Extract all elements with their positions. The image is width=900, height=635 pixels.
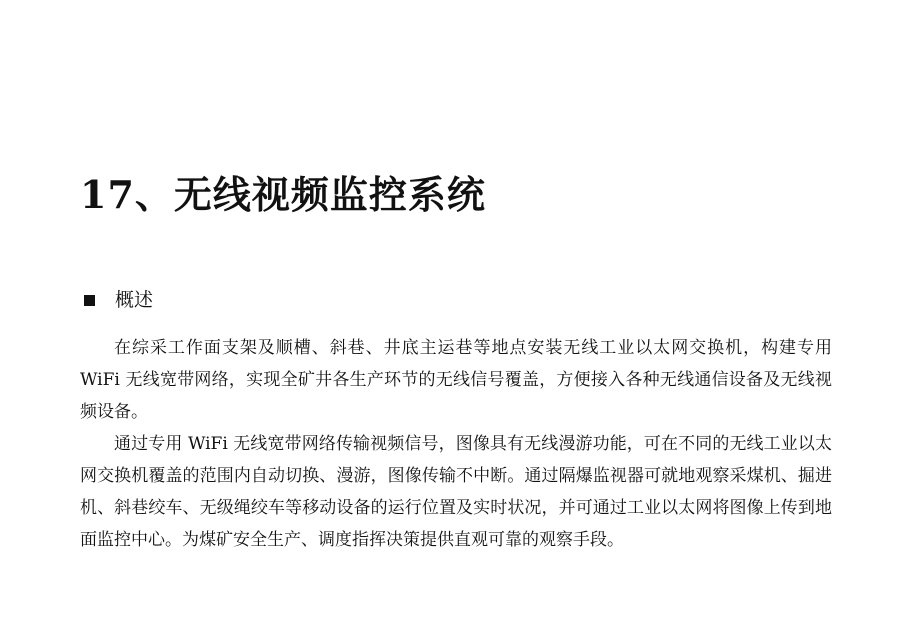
section-heading [84,287,153,313]
page-title: 17、无线视频监控系统 [80,172,486,217]
body-text [80,332,832,556]
paragraph-1: 在综采工作面支架及顺槽、斜巷、井底主运巷等地点安装无线工业以太网交换机，构建专用 WiFi 无线宽带网络，实现全矿井各生产环节的无线信号覆盖，方便接入各种无线通信设备及无线视频设备。 [80,338,832,422]
section-heading-label: 概述 [115,289,154,311]
square-bullet-icon [84,295,95,306]
paragraph-2: 通过专用 WiFi 无线宽带网络传输视频信号，图像具有无线漫游功能，可在不同的无线工业以太网交换机覆盖的范围内自动切换、漫游，图像传输不中断。通过隔爆监视器可就地观察采煤机、掘进机、斜巷绞车、无级绳绞车等移动设备的运行位置及实时状况，并可通过工业以太网将图像上传到地面监控中心。为煤矿安全生产、调度指挥决策提供直观可靠的观察手段。 [80,434,832,550]
